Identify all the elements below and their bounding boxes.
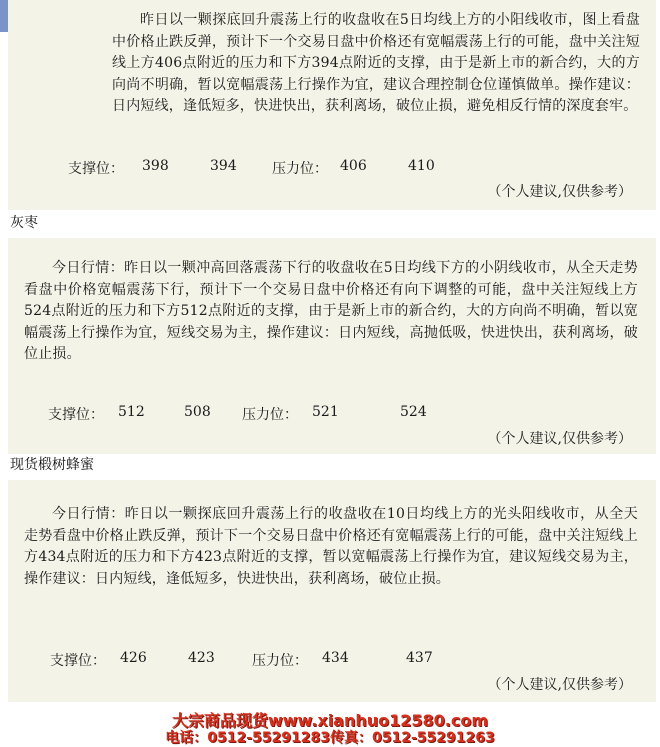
resistance-label: 压力位： [242,407,298,423]
section-panel-huizao [8,238,656,454]
footer-website[interactable]: 大宗商品现货www.xianhuo12580.com [171,711,489,730]
support-value-2: 508 [184,404,211,420]
resistance-value-1: 434 [322,650,349,666]
support-label: 支撑位： [68,161,124,177]
section-title-huizao: 灰枣 [10,215,38,231]
support-value-2: 423 [188,650,215,666]
resistance-value-2: 524 [400,404,427,420]
section-panel-muzao [8,0,656,210]
resistance-value-1: 406 [340,158,367,174]
resistance-value-2: 437 [406,650,433,666]
section-panel-honey [8,480,656,702]
footer-contact: 电话：0512-55291283传真：0512-55291263 [165,730,495,746]
support-value-2: 394 [210,158,237,174]
advice-note: （个人建议,仅供参考） [487,184,632,200]
resistance-label: 压力位： [272,161,328,177]
resistance-label: 压力位： [252,653,308,669]
section-paragraph-muzao: 昨日以一颗探底回升震荡上行的收盘收在5日均线上方的小阳线收市，图上看盘中价格止跌反弹，预计下一个交易日盘中价格还有宽幅震荡上行的可能，盘中关注短线上方406点附近的压力和下方394点附近的支撑，由于是新上市的新合约，大的方向尚不明确，暂以宽幅震荡上行操作为宜，建议合理控制仓位谨慎做单。操作建议：日内短线，逢低短多，快进快出，获利离场，破位止损，避免相反行情的深度套牢。 [112,12,640,114]
section-paragraph-huizao: 今日行情：昨日以一颗冲高回落震荡下行的收盘收在5日均线下方的小阴线收市，从全天走势看盘中价格宽幅震荡下行，预计下一个交易日盘中价格还有向下调整的可能，盘中关注短线上方524点附近的压力和下方512点附近的支撑，由于是新上市的新合约，大的方向尚不明确，暂以宽幅震荡上行操作为宜，短线交易为主，操作建议：日内短线，高抛低吸，快进快出，获利离场，破位止损。 [24,260,638,362]
section-paragraph-honey: 今日行情：昨日以一颗探底回升震荡上行的收盘收在10日均线上方的光头阳线收市，从全天走势看盘中价格止跌反弹，预计下一个交易日盘中价格还有宽幅震荡上行的可能，盘中关注短线上方434点附近的压力和下方423点附近的支撑，暂以宽幅震荡上行操作为宜，建议短线交易为主，操作建议：日内短线，逢低短多，快进快出，获利离场，破位止损。 [24,506,638,587]
resistance-value-1: 521 [312,404,339,420]
resistance-value-2: 410 [408,158,435,174]
support-label: 支撑位： [48,407,104,423]
advice-note: （个人建议,仅供参考） [487,677,632,693]
support-value-1: 398 [142,158,169,174]
advice-note: （个人建议,仅供参考） [487,431,632,447]
section-title-honey: 现货椴树蜂蜜 [10,457,94,473]
support-value-1: 426 [120,650,147,666]
support-value-1: 512 [118,404,145,420]
left-edge-stripe [0,0,8,32]
support-label: 支撑位： [50,653,106,669]
